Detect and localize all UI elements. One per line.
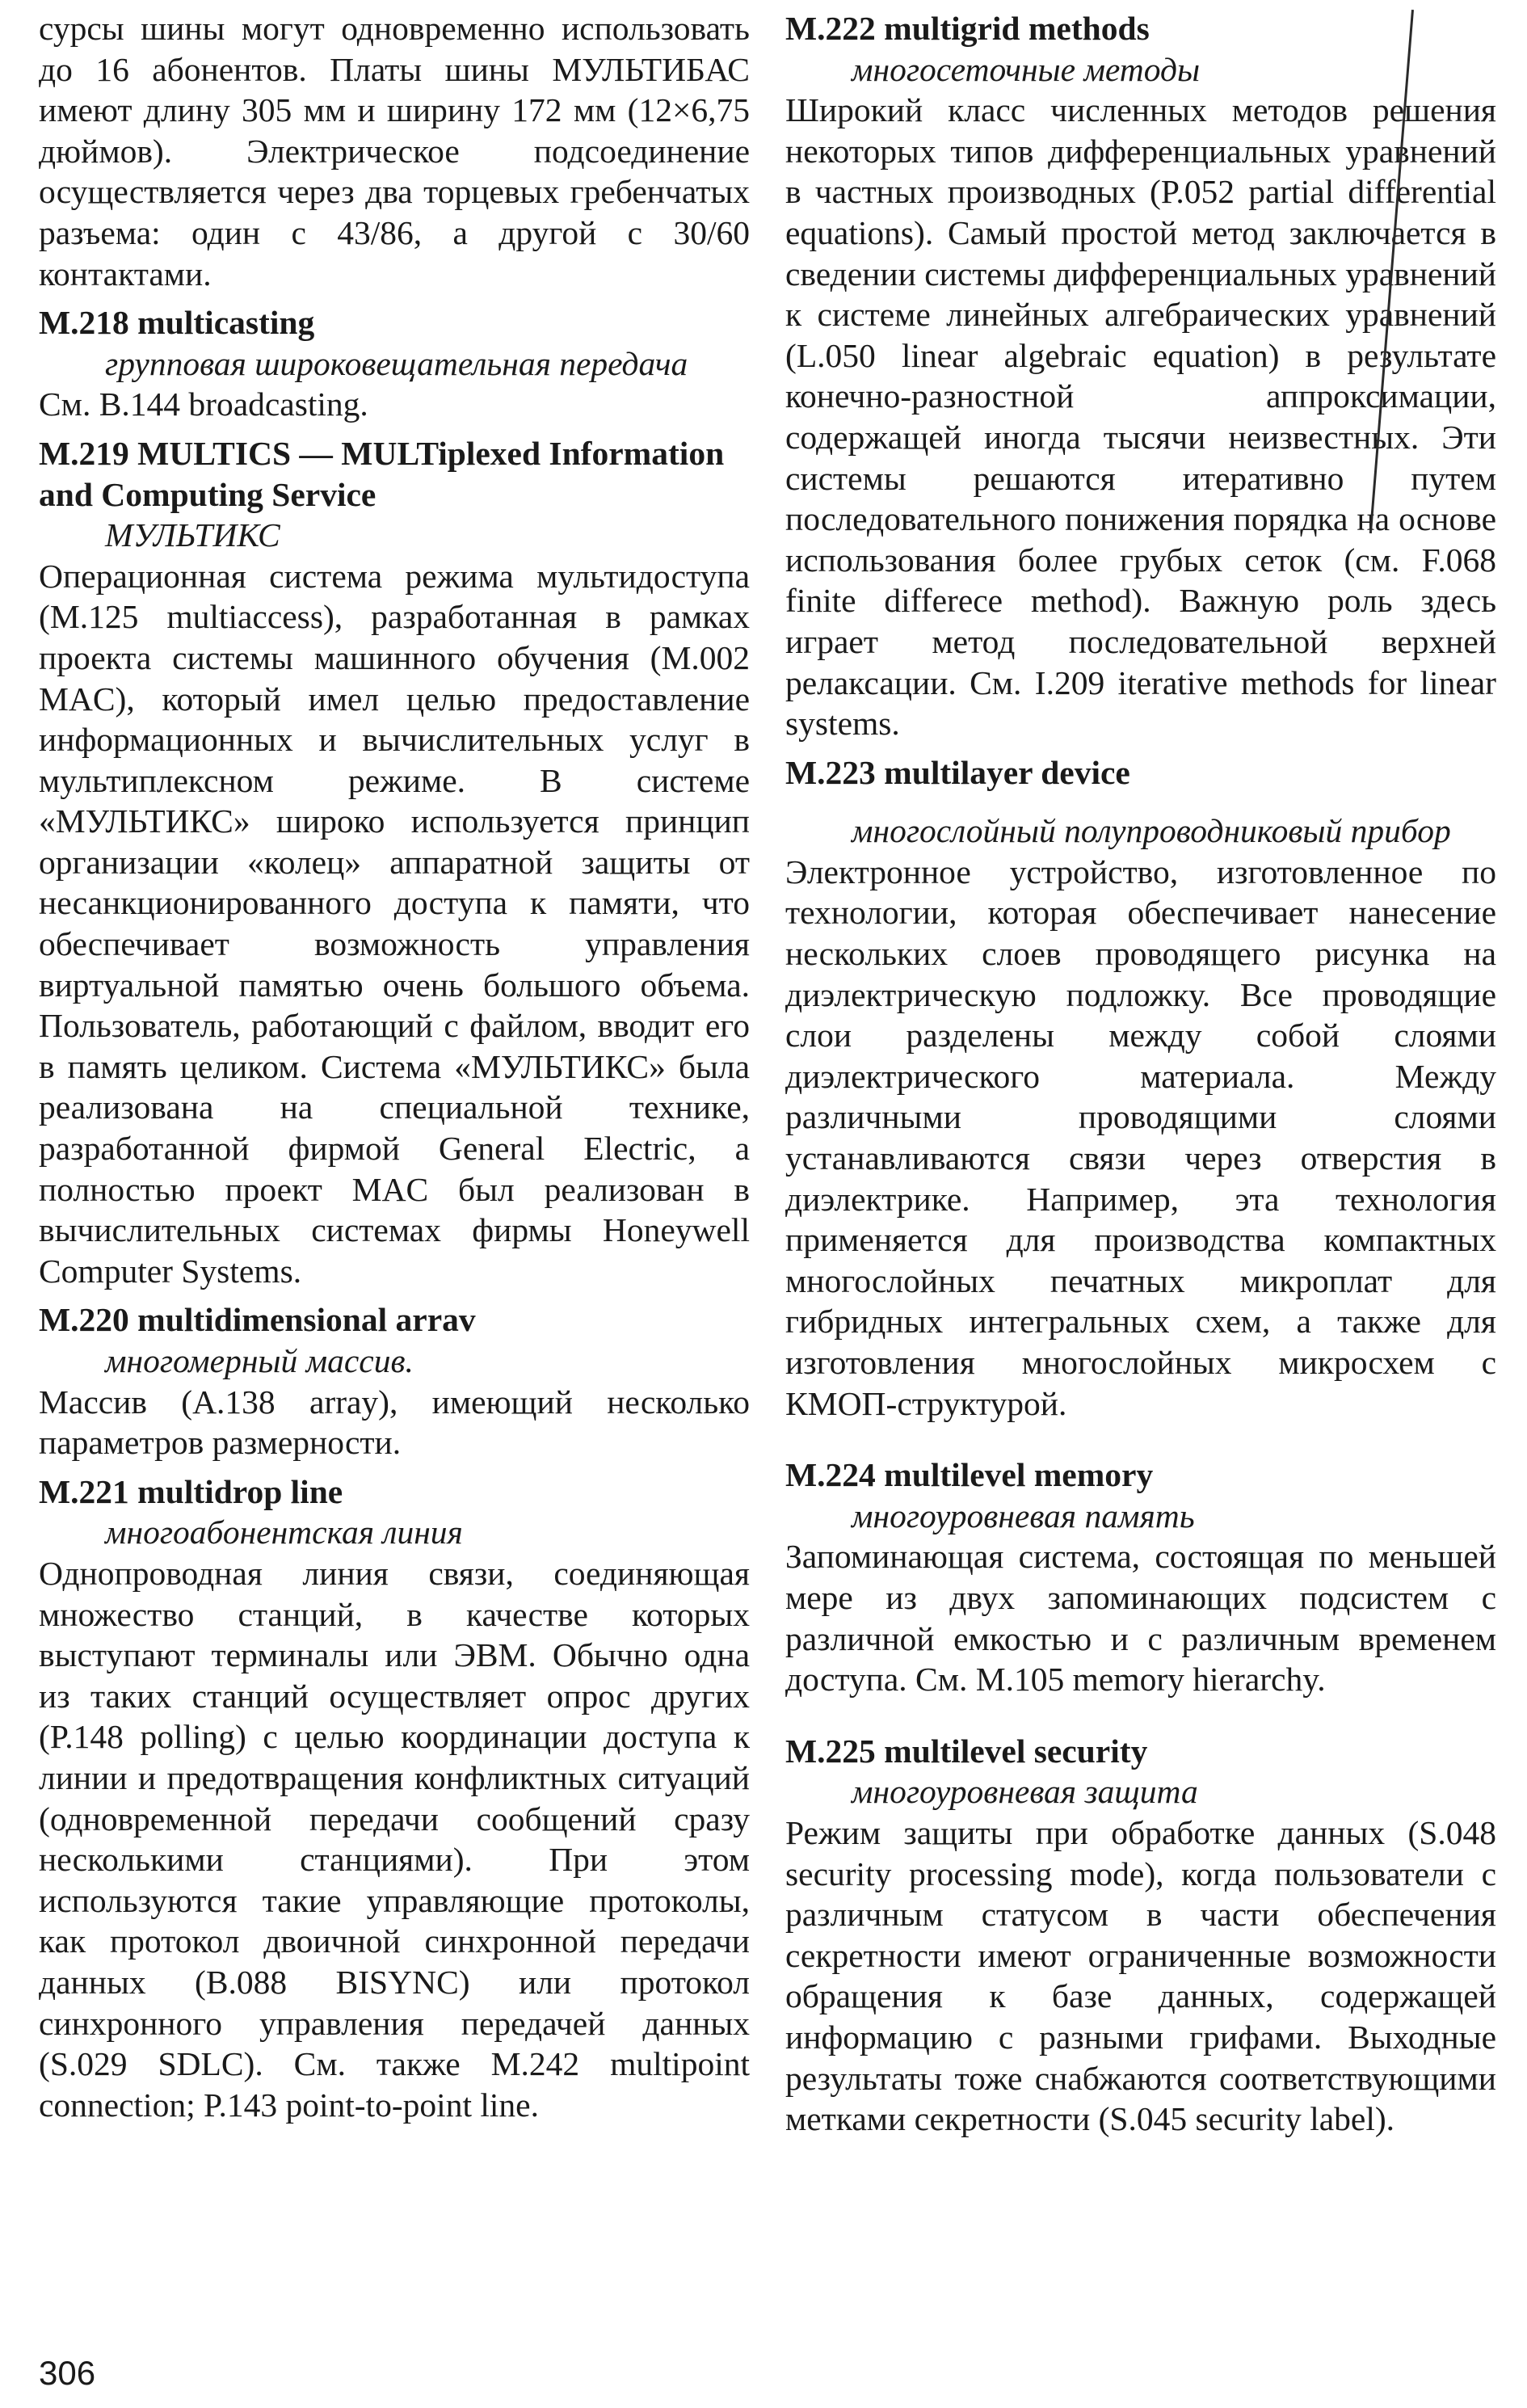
entry-definition: См. B.144 broadcasting. [39, 385, 368, 423]
entry-m222 [785, 8, 1496, 744]
entry-definition: Широкий класс численных методов решения некоторых типов дифференциальных уравнений в частных производных (P.052 partial differential equations). Самый простой метод заключается в сведении системы дифференциальных уравнений к системе линейных алгебраических уравнений (L.050 linear algebraic equation) в результате конечно-разностной аппроксимации, содержащей иногда тысячи неизвестных. Эти системы решаются итеративно путем последовательного понижения порядка на основе использования более грубых сеток (см. F.068 finite differece method). Важную роль здесь играет метод последовательной верхней релаксации. См. I.209 iterative methods for linear systems. [785, 91, 1496, 743]
entry-definition: Массив (A.138 array), имеющий несколько параметров размерности. [39, 1383, 750, 1462]
entry-translation: МУЛЬТИКС [105, 516, 280, 554]
entry-m223 [785, 752, 1496, 1425]
entry-m219 [39, 433, 750, 1291]
entry-term: M.221 multidrop line [39, 1472, 343, 1510]
entry-term: M.223 multilayer device [785, 753, 1130, 791]
entry-definition: Операционная система режима мультидоступа (M.125 multiaccess), разработанная в рамках проекта системы машинного обучения (M.002 MAC), который имел целью предоставление информационных и вычислительных услуг в мультиплексном режиме. В системе «МУЛЬТИКС» широко используется принцип организации «колец» аппаратной защиты от несанкционированного доступа к памяти, что обеспечивает возможность управления виртуальной памятью очень большого объема. Пользователь, работающий с файлом, вводит его в память целиком. Система «МУЛЬТИКС» была реализована на специальной технике, разработанной фирмой General Electric, а полностью проект MAC был реализован в вычислительных системах фирмы Honeywell Computer Systems. [39, 557, 750, 1290]
entry-m221 [39, 1471, 750, 2126]
entry-m218 [39, 302, 750, 425]
entry-translation: многоабонентская линия [105, 1513, 463, 1551]
entry-term: M.225 multilevel security [785, 1732, 1148, 1770]
continued-text: сурсы шины могут одновременно использовать до 16 абонентов. Платы шины МУЛЬТИБАС имеют длину 305 мм и ширину 172 мм (12×6,75 дюймов). Электрическое подсоединение осуществляется через два торцевых гребенчатых разъема: один с 43/86, а другой с 30/60 контактами. [39, 10, 750, 293]
entry-definition: Однопроводная линия связи, соединяющая множество станций, в качестве которых выступают терминалы или ЭВМ. Обычно одна из таких станций осуществляет опрос других (P.148 polling) с целью координации доступа к линии и предотвращения конфликтных ситуаций (одновременной передачи сообщений сразу несколькими станциями). При этом используются такие управляющие протоколы, как протокол двоичной синхронной передачи данных (B.088 BISYNC) или протокол синхронного управления передачей данных (S.029 SDLC). См. также M.242 multipoint connection; P.143 point-to-point line. [39, 1554, 750, 2124]
entry-term: M.222 multigrid methods [785, 10, 1150, 47]
entry-term: M.219 MULTICS — MULTiplexed Information and Computing Service [39, 434, 725, 513]
entry-translation: многосеточные методы [852, 50, 1201, 88]
entry-definition: Запоминающая система, состоящая по меньшей мере из двух запоминающих подсистем с различной емкостью и с различным временем доступа. См. M.105 memory hierarchy. [785, 1538, 1496, 1699]
entry-term: M.220 multidimensional arrav [39, 1301, 476, 1339]
entry-m220 [39, 1299, 750, 1463]
entry-translation: многоуровневая память [852, 1497, 1195, 1534]
entry-m224 [785, 1454, 1496, 1700]
entry-definition: Электронное устройство, изготовленное по технологии, которая обеспечивает нанесение нескольких слоев проводящего рисунка на диэлектрическую подложку. Все проводящие слои разделены между собой слоями диэлектрического материала. Между различными проводящими слоями устанавливаются связи через отверстия в диэлектрике. Например, эта технология применяется для производства компактных многослойных печатных микроплат для гибридных интегральных схем, а также для изготовления многослойных микросхем с КМОП-структурой. [785, 852, 1496, 1422]
entry-definition: Режим защиты при обработке данных (S.048 security processing mode), когда пользователи с различным статусом в части обеспечения секретности имеют ограниченные возможности обращения к базе данных, содержащей информацию с разными грифами. Выходные результаты тоже снабжаются соответствующими метками секретности (S.045 security label). [785, 1813, 1496, 2138]
entry-term: M.224 multilevel memory [785, 1456, 1154, 1494]
entry-translation: многоуровневая защита [852, 1773, 1198, 1811]
right-column [785, 8, 1496, 2140]
left-column [39, 8, 750, 2125]
entry-m225 [785, 1731, 1496, 2140]
entry-translation: многослойный полупроводниковый прибор [852, 812, 1451, 850]
entry-translation: многомерный массив. [105, 1342, 414, 1379]
entry-term: M.218 multicasting [39, 304, 315, 342]
page-number: 306 [39, 2354, 96, 2392]
entry-translation: групповая широковещательная передача [105, 344, 688, 382]
